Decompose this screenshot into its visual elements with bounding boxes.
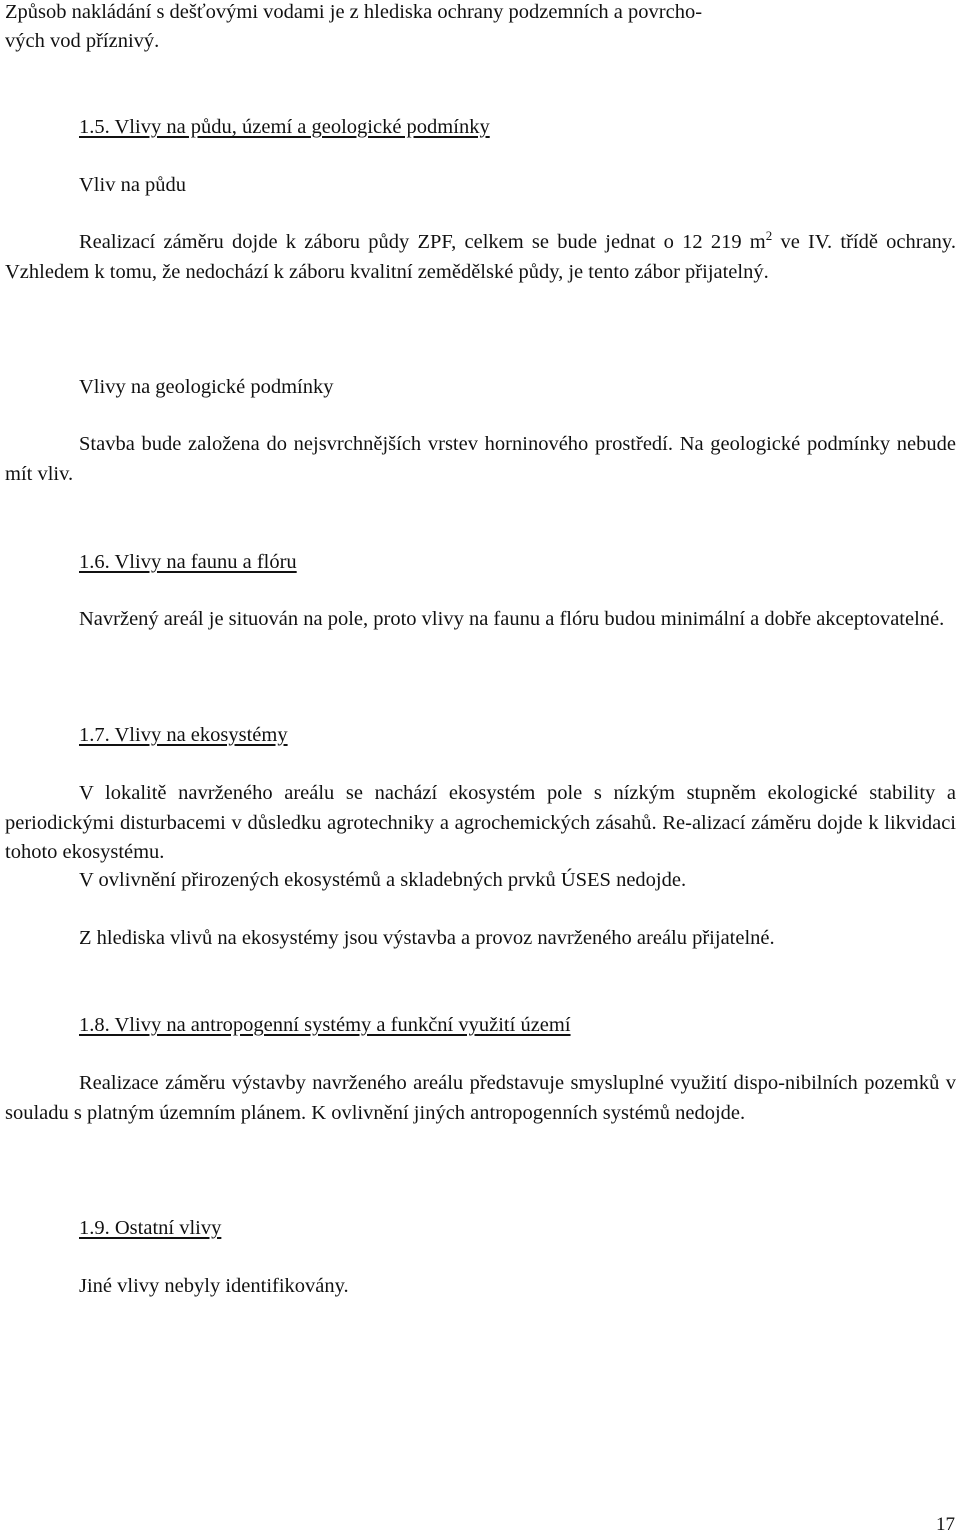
section-1-9-heading: 1.9. Ostatní vlivy xyxy=(79,1217,222,1239)
paragraph-fauna-flora: Navržený areál je situován na pole, proto vlivy na faunu a flóru budou minimální a dobře akceptovatelné. xyxy=(79,608,945,630)
subheading-geology: Vlivy na geologické podmínky xyxy=(79,376,334,398)
paragraph-geology: Stavba bude založena do nejsvrchnějších vrstev horninového prostředí. Na geologické podmínky nebude mít vliv. xyxy=(5,433,956,485)
section-1-8-heading: 1.8. Vlivy na antropogenní systémy a funkční využití území xyxy=(79,1014,571,1036)
paragraph-ecosystems-3: Z hlediska vlivů na ekosystémy jsou výstavba a provoz navrženého areálu přijatelné. xyxy=(79,927,775,949)
page-number: 17 xyxy=(936,1514,955,1535)
paragraph-ecosystems-1: V lokalitě navrženého areálu se nachází ekosystém pole s nízkým stupněm ekologické stability a periodickými disturbacemi v důsledku agrotechniky a agrochemických zásahů. Re-alizací záměru dojde k likvidaci tohoto ekosystému. xyxy=(5,782,956,863)
section-1-7-heading: 1.7. Vlivy na ekosystémy xyxy=(79,724,288,746)
section-1-5-heading: 1.5. Vlivy na půdu, území a geologické podmínky xyxy=(79,116,490,138)
intro-line-2: vých vod příznivý. xyxy=(5,30,160,52)
subheading-soil: Vliv na půdu xyxy=(79,174,187,196)
paragraph-soil: Realizací záměru dojde k záboru půdy ZPF, celkem se bude jednat o 12 219 $m^2$ ve IV. třídě ochrany. Vzhledem k tomu, že nedochází k záboru kvalitní zemědělské půdy, je tento zábor přijatelný. xyxy=(5,228,956,283)
section-1-6-heading: 1.6. Vlivy na faunu a flóru xyxy=(79,551,297,573)
intro-line-1: Způsob nakládání s dešťovými vodami je z hlediska ochrany podzemních a povrcho- xyxy=(5,1,703,23)
paragraph-other: Jiné vlivy nebyly identifikovány. xyxy=(79,1275,349,1297)
paragraph-anthropogenic: Realizace záměru výstavby navrženého areálu představuje smysluplné využití dispo-nibilních pozemků v souladu s platným územním plánem. K ovlivnění jiných antropogenních systémů nedojde. xyxy=(5,1072,956,1124)
paragraph-ecosystems-2: V ovlivnění přirozených ekosystémů a skladebných prvků ÚSES nedojde. xyxy=(79,869,687,891)
